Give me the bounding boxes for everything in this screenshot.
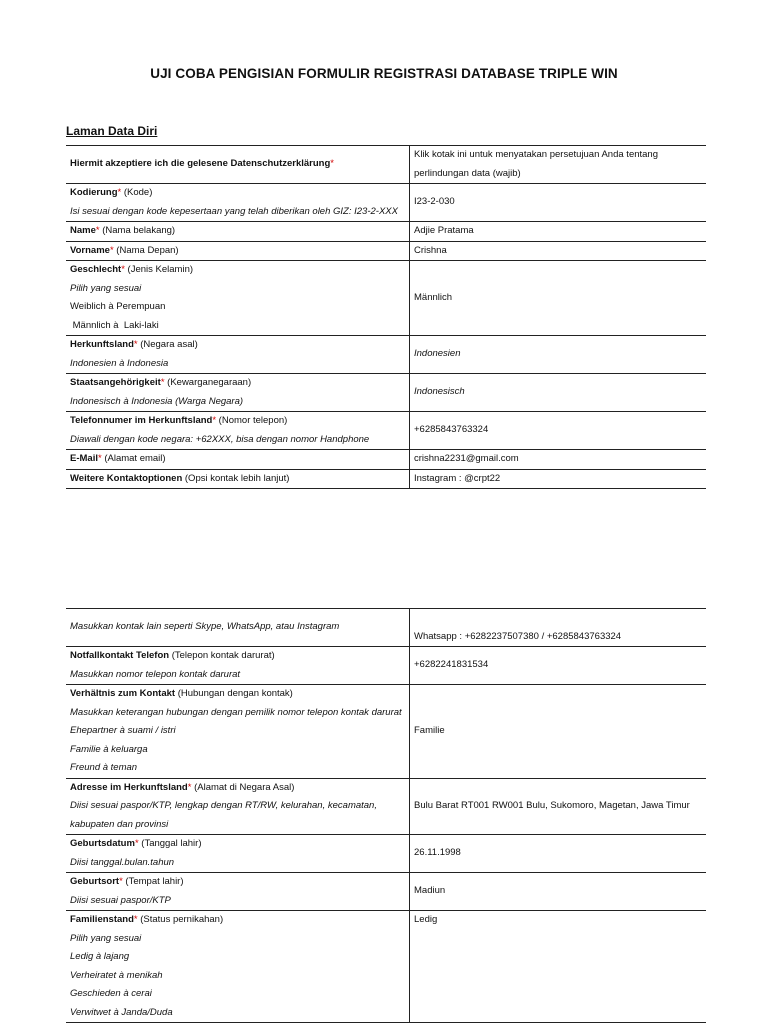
required-mark: *: [330, 158, 334, 170]
verhaeltnis-label-translation: (Hubungan dengan kontak): [175, 688, 293, 699]
geburtsdatum-value[interactable]: 26.11.1998: [410, 835, 707, 873]
verhaeltnis-option-1: Ehepartner à suami / istri: [70, 725, 176, 736]
verhaeltnis-option-3: Freund à teman: [70, 762, 138, 773]
geschlecht-option-2: Männlich à Laki-laki: [70, 319, 159, 331]
table-row: [66, 374, 706, 412]
kontakt-cont-hint: Masukkan kontak lain seperti Skype, WhatsApp, atau Instagram: [66, 609, 410, 647]
table-row: [66, 412, 706, 450]
table-row: [66, 450, 706, 470]
form-table-1: [66, 145, 706, 489]
notfall-hint: Masukkan nomor telepon kontak darurat: [70, 668, 241, 680]
consent-value-cell[interactable]: [410, 146, 707, 184]
table-row: [66, 778, 706, 835]
table-row: [66, 469, 706, 489]
consent-value-line1: Klik kotak ini untuk menyatakan persetujuan Anda tentang: [414, 149, 658, 160]
kontakt-label: Weitere Kontaktoptionen: [70, 472, 183, 484]
telefon-label: Telefonnumer im Herkunftsland: [70, 415, 213, 426]
familienstand-option-4: Verwitwet à Janda/Duda: [70, 1006, 173, 1018]
notfall-label: Notfallkontakt Telefon: [70, 650, 170, 661]
table-row: [66, 835, 706, 873]
geschlecht-hint: Pilih yang sesuai: [70, 282, 142, 294]
notfall-value[interactable]: +6282241831534: [410, 647, 707, 685]
herkunftsland-hint: Indonesien à Indonesia: [70, 357, 169, 369]
email-label: E-Mail: [70, 453, 98, 464]
geschlecht-option-1: Weiblich à Perempuan: [70, 301, 166, 312]
herkunftsland-value[interactable]: Indonesien: [410, 336, 707, 374]
required-mark: *: [160, 377, 165, 388]
required-mark: *: [95, 225, 100, 236]
geschlecht-label-cell: [66, 261, 410, 336]
geschlecht-label-translation: (Jenis Kelamin): [124, 264, 194, 275]
familienstand-option-1: Ledig à lajang: [70, 951, 130, 962]
telefon-value[interactable]: +6285843763324: [410, 412, 707, 450]
name-label-translation: (Nama belakang): [99, 225, 176, 236]
table-row: [66, 336, 706, 374]
staatsangehoerigkeit-value[interactable]: Indonesisch: [410, 374, 707, 412]
required-mark: *: [121, 264, 125, 275]
vorname-label-cell: [66, 241, 410, 261]
geschlecht-value[interactable]: Männlich: [410, 261, 707, 336]
kontakt-cont-value[interactable]: Whatsapp : +6282237507380 / +6285843763324: [410, 609, 707, 647]
table-row: [66, 241, 706, 261]
staatsangehoerigkeit-label-cell: [66, 374, 410, 412]
familienstand-value[interactable]: Ledig: [410, 911, 707, 1023]
geburtsdatum-hint: Diisi tanggal.bulan.tahun: [70, 856, 175, 868]
table-row: [66, 222, 706, 242]
geburtsdatum-label-cell: [66, 835, 410, 873]
kodierung-label-translation: (Kode): [121, 187, 153, 198]
verhaeltnis-value[interactable]: Familie: [410, 685, 707, 779]
vorname-value[interactable]: Crishna: [410, 241, 707, 261]
vorname-label-translation: (Nama Depan): [113, 244, 179, 256]
name-value[interactable]: Adjie Pratama: [410, 222, 707, 242]
table-row: [66, 146, 706, 184]
required-mark: *: [133, 914, 138, 925]
required-mark: *: [109, 244, 114, 256]
required-mark: *: [117, 187, 122, 198]
familienstand-hint: Pilih yang sesuai: [70, 932, 142, 944]
required-mark: *: [119, 876, 123, 887]
kodierung-label-cell: [66, 184, 410, 222]
required-mark: *: [133, 339, 138, 350]
geburtsort-value[interactable]: Madiun: [410, 873, 707, 911]
telefon-label-cell: [66, 412, 410, 450]
email-label-cell: [66, 450, 410, 470]
telefon-label-translation: (Nomor telepon): [216, 415, 288, 426]
geburtsort-hint: Diisi sesuai paspor/KTP: [70, 894, 171, 906]
name-label-cell: [66, 222, 410, 242]
table-row: [66, 609, 706, 647]
familienstand-option-2: Verheiratet à menikah: [70, 969, 163, 981]
consent-label-cell: [66, 146, 410, 184]
table-row: [66, 873, 706, 911]
email-value[interactable]: crishna2231@gmail.com: [410, 450, 707, 470]
kodierung-value[interactable]: I23-2-030: [410, 184, 707, 222]
table-row: [66, 184, 706, 222]
adresse-label: Adresse im Herkunftsland: [70, 781, 188, 793]
adresse-hint-1: Diisi sesuai paspor/KTP, lengkap dengan RT/RW, kelurahan, kecamatan,: [70, 800, 377, 811]
consent-label: Hiermit akzeptiere ich die gelesene Datenschutzerklärung: [70, 158, 331, 170]
herkunftsland-label-translation: (Negara asal): [137, 339, 198, 350]
herkunftsland-label: Herkunftsland: [70, 339, 134, 350]
notfall-label-translation: (Telepon kontak darurat): [169, 650, 275, 661]
adresse-hint-2: kabupaten dan provinsi: [70, 818, 169, 830]
required-mark: *: [212, 415, 217, 426]
table-row: [66, 685, 706, 779]
staatsangehoerigkeit-label: Staatsangehörigkeit: [70, 377, 161, 388]
staatsangehoerigkeit-hint: Indonesisch à Indonesia (Warga Negara): [70, 395, 244, 407]
kodierung-hint: Isi sesuai dengan kode kepesertaan yang telah diberikan oleh GIZ: I23-2-XXX: [70, 205, 398, 217]
staatsangehoerigkeit-label-translation: (Kewarganegaraan): [164, 377, 252, 388]
kontakt-label-translation: (Opsi kontak lebih lanjut): [182, 472, 290, 484]
kontakt-label-cell: [66, 469, 410, 489]
adresse-label-cell: [66, 778, 410, 835]
required-mark: *: [97, 453, 102, 464]
verhaeltnis-option-2: Familie à keluarga: [70, 743, 148, 755]
email-label-translation: (Alamat email): [101, 453, 166, 464]
form-table-2: [66, 608, 706, 1023]
section-heading: Laman Data Diri: [66, 124, 158, 138]
verhaeltnis-label: Verhältnis zum Kontakt: [70, 688, 176, 699]
required-mark: *: [187, 781, 192, 793]
familienstand-option-3: Geschieden à cerai: [70, 988, 152, 999]
geburtsort-label-cell: [66, 873, 410, 911]
vorname-label: Vorname: [70, 244, 110, 256]
familienstand-label: Familienstand: [70, 914, 134, 925]
geburtsort-label: Geburtsort: [70, 876, 120, 887]
adresse-label-translation: (Alamat di Negara Asal): [191, 781, 295, 793]
herkunftsland-label-cell: [66, 336, 410, 374]
table-row: [66, 911, 706, 1023]
table-row: [66, 261, 706, 336]
page-title: UJI COBA PENGISIAN FORMULIR REGISTRASI DATABASE TRIPLE WIN: [150, 66, 618, 81]
kodierung-label: Kodierung: [70, 187, 118, 198]
geburtsort-label-translation: (Tempat lahir): [122, 876, 184, 887]
consent-value-line2: perlindungan data (wajib): [414, 167, 521, 179]
required-mark: *: [134, 838, 139, 849]
notfall-label-cell: [66, 647, 410, 685]
familienstand-label-translation: (Status pernikahan): [137, 914, 224, 925]
telefon-hint: Diawali dengan kode negara: +62XXX, bisa dengan nomor Handphone: [70, 433, 370, 445]
geburtsdatum-label-translation: (Tanggal lahir): [138, 838, 202, 849]
kontakt-value[interactable]: Instagram : @crpt22: [410, 469, 707, 489]
name-label: Name: [70, 225, 96, 236]
geburtsdatum-label: Geburtsdatum: [70, 838, 135, 849]
geschlecht-label: Geschlecht: [70, 264, 122, 275]
verhaeltnis-label-cell: [66, 685, 410, 779]
table-row: [66, 647, 706, 685]
adresse-value[interactable]: Bulu Barat RT001 RW001 Bulu, Sukomoro, Magetan, Jawa Timur: [410, 778, 707, 835]
verhaeltnis-hint: Masukkan keterangan hubungan dengan pemilik nomor telepon kontak darurat: [70, 706, 402, 718]
familienstand-label-cell: [66, 911, 410, 1023]
